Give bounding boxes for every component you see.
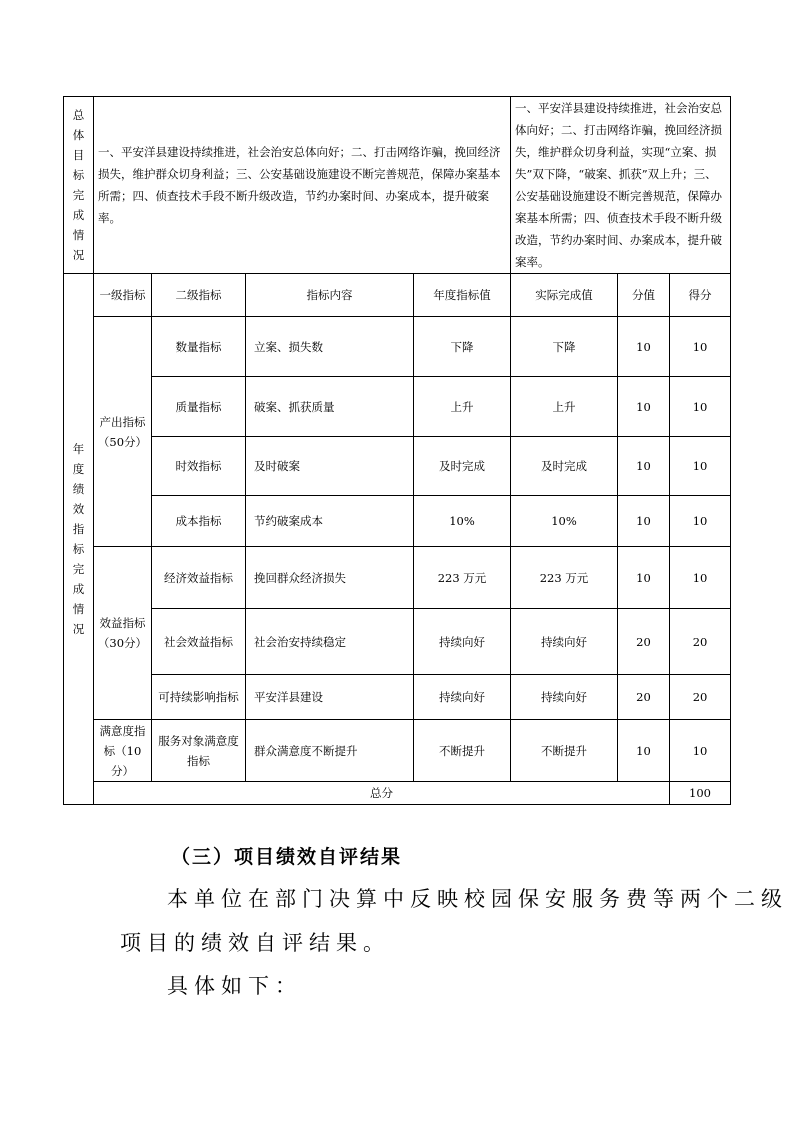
row-actual: 上升: [511, 377, 618, 437]
row-actual: 持续向好: [511, 675, 618, 720]
row-target: 10%: [414, 496, 511, 547]
summary-planned-text: 一、平安洋县建设持续推进，社会治安总体向好；二、打击网络诈骗，挽回经济损失，维护群众切身利益；三、公安基础设施建设不断完善规范，保障办案基本所需；四、侦查技术手段不断升级改造，节约办案时间、办案成本，提升破案率。: [94, 97, 511, 274]
row-target: 下降: [414, 317, 511, 377]
summary-row: [64, 97, 731, 274]
row-got: 20: [670, 609, 731, 675]
table-row: [64, 317, 731, 377]
row-score: 10: [618, 377, 670, 437]
row-level2: 数量指标: [152, 317, 246, 377]
row-actual: 下降: [511, 317, 618, 377]
row-got: 20: [670, 675, 731, 720]
row-content: 立案、损失数: [246, 317, 414, 377]
row-level2: 质量指标: [152, 377, 246, 437]
row-actual: 不断提升: [511, 720, 618, 782]
row-score: 20: [618, 675, 670, 720]
table-row: [64, 609, 731, 675]
header-actual: 实际完成值: [511, 274, 618, 317]
row-target: 不断提升: [414, 720, 511, 782]
group-label-benefit: 效益指标（30分）: [94, 547, 152, 720]
row-score: 10: [618, 547, 670, 609]
indicator-header-row: [64, 274, 731, 317]
row-score: 20: [618, 609, 670, 675]
row-target: 持续向好: [414, 609, 511, 675]
performance-table: [63, 96, 731, 805]
row-target: 及时完成: [414, 437, 511, 496]
body-line-1: 本单位在部门决算中反映校园保安服务费等两个二级: [167, 887, 788, 911]
total-row: [64, 782, 731, 805]
row-level2: 社会效益指标: [152, 609, 246, 675]
group-label-satisfaction: 满意度指标（10分）: [94, 720, 152, 782]
summary-actual-text: 一、平安洋县建设持续推进，社会治安总体向好；二、打击网络诈骗，挽回经济损失，维护群众切身利益，实现“立案、损失”双下降，“破案、抓获”双上升；三、公安基础设施建设不断完善规范，保障办案基本所需；四、侦查技术手段不断升级改造，节约办案时间、办案成本，提升破案率。: [511, 97, 731, 274]
row-got: 10: [670, 720, 731, 782]
row-content: 破案、抓获质量: [246, 377, 414, 437]
row-got: 10: [670, 437, 731, 496]
row-got: 10: [670, 317, 731, 377]
body-line-3: 具体如下：: [167, 974, 302, 998]
row-actual: 223 万元: [511, 547, 618, 609]
row-got: 10: [670, 547, 731, 609]
row-content: 群众满意度不断提升: [246, 720, 414, 782]
row-target: 223 万元: [414, 547, 511, 609]
row-score: 10: [618, 437, 670, 496]
table-row: [64, 720, 731, 782]
row-content: 挽回群众经济损失: [246, 547, 414, 609]
table-row: [64, 496, 731, 547]
indicator-section-label: 年度绩效指标完成情况: [64, 274, 94, 805]
header-got: 得分: [670, 274, 731, 317]
row-level2: 服务对象满意度指标: [152, 720, 246, 782]
row-actual: 10%: [511, 496, 618, 547]
row-actual: 持续向好: [511, 609, 618, 675]
row-target: 上升: [414, 377, 511, 437]
row-got: 10: [670, 496, 731, 547]
total-label: 总分: [94, 782, 670, 805]
header-target: 年度指标值: [414, 274, 511, 317]
row-got: 10: [670, 377, 731, 437]
row-level2: 成本指标: [152, 496, 246, 547]
section-heading: （三）项目绩效自评结果: [171, 846, 403, 868]
summary-label: 总体目标完成情况: [64, 97, 94, 274]
row-score: 10: [618, 720, 670, 782]
table-row: [64, 547, 731, 609]
row-content: 社会治安持续稳定: [246, 609, 414, 675]
body-line-2: 项目的绩效自评结果。: [120, 931, 390, 955]
header-level1: 一级指标: [94, 274, 152, 317]
header-content: 指标内容: [246, 274, 414, 317]
header-score: 分值: [618, 274, 670, 317]
row-score: 10: [618, 496, 670, 547]
row-actual: 及时完成: [511, 437, 618, 496]
total-score: 100: [670, 782, 731, 805]
table-row: [64, 675, 731, 720]
table-row: [64, 377, 731, 437]
row-level2: 可持续影响指标: [152, 675, 246, 720]
table-row: [64, 437, 731, 496]
row-content: 及时破案: [246, 437, 414, 496]
header-level2: 二级指标: [152, 274, 246, 317]
row-level2: 经济效益指标: [152, 547, 246, 609]
row-content: 平安洋县建设: [246, 675, 414, 720]
row-level2: 时效指标: [152, 437, 246, 496]
row-score: 10: [618, 317, 670, 377]
group-label-output: 产出指标（50分）: [94, 317, 152, 547]
row-target: 持续向好: [414, 675, 511, 720]
row-content: 节约破案成本: [246, 496, 414, 547]
